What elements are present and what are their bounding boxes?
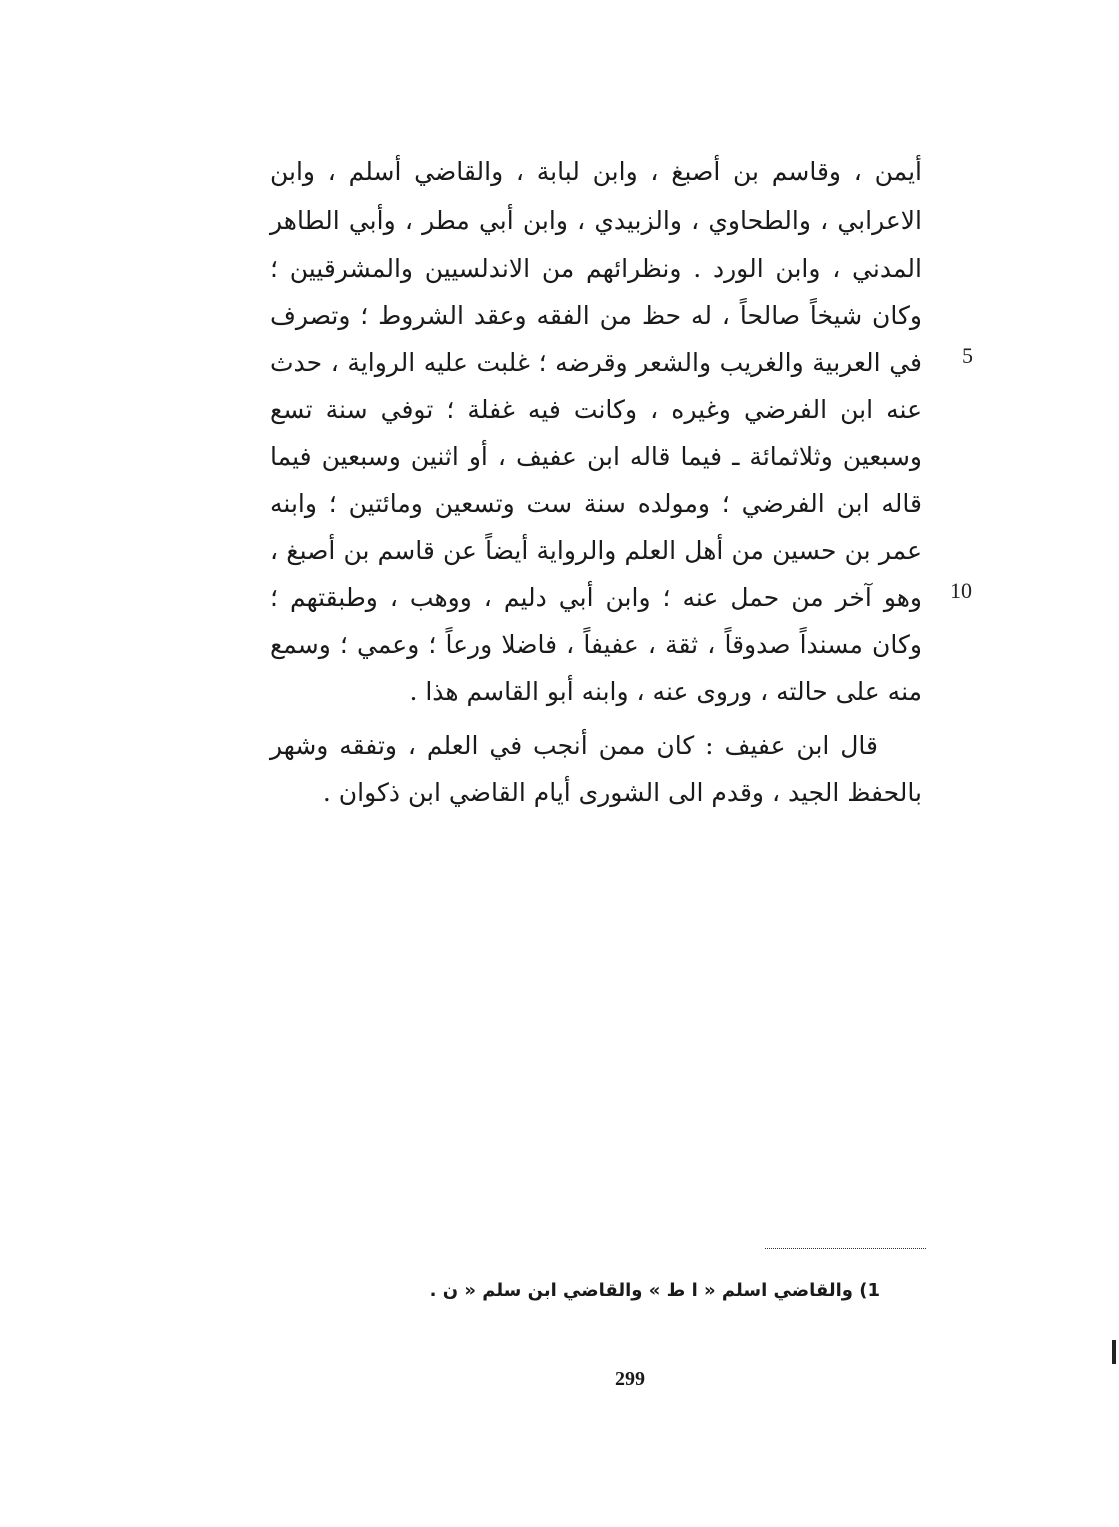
text-line-13: قال ابن عفيف : كان ممن أنجب في العلم ، وتفقه وشهر: [270, 731, 878, 760]
text-line-14: بالحفظ الجيد ، وقدم الى الشورى أيام القاضي ابن ذكوان .: [322, 778, 922, 807]
text-line-1: أيمن ، وقاسم بن أصبغ ، وابن لبابة ، والقاضي أسلم ، وابن: [270, 157, 922, 186]
footnote-separator: [765, 1248, 926, 1249]
text-line-6: عنه ابن الفرضي وغيره ، وكانت فيه غفلة ؛ توفي سنة تسع: [270, 395, 922, 424]
line-number-10: 10: [950, 578, 972, 603]
scan-edge-mark: [1112, 1340, 1116, 1364]
text-line-9: عمر بن حسين من أهل العلم والرواية أيضاً عن قاسم بن أصبغ ،: [270, 536, 922, 565]
text-line-8: قاله ابن الفرضي ؛ ومولده سنة ست وتسعين ومائتين ؛ وابنه: [270, 489, 922, 518]
text-line-3: المدني ، وابن الورد . ونظرائهم من الاندلسيين والمشرقيين ؛: [270, 254, 922, 283]
text-line-12: منه على حالته ، وروى عنه ، وابنه أبو القاسم هذا .: [409, 677, 922, 706]
page-number: 299: [615, 1368, 645, 1390]
text-line-7: وسبعين وثلاثمائة ـ فيما قاله ابن عفيف ، أو اثنين وسبعين فيما: [270, 442, 922, 471]
text-line-10: وهو آخر من حمل عنه ؛ وابن أبي دليم ، ووهب ، وطبقتهم ؛: [270, 583, 922, 612]
text-line-11: وكان مسنداً صدوقاً ، ثقة ، عفيفاً ، فاضلا ورعاً ؛ وعمي ؛ وسمع: [270, 630, 922, 659]
text-line-2: الاعرابي ، والطحاوي ، والزبيدي ، وابن أبي مطر ، وأبي الطاهر: [270, 206, 922, 235]
footnote: 1) والقاضي اسلم « ا ط » والقاضي ابن سلم « ن .: [429, 1280, 880, 1301]
line-number-5: 5: [962, 343, 973, 368]
text-line-5: في العربية والغريب والشعر وقرضه ؛ غلبت عليه الرواية ، حدث: [270, 348, 922, 377]
text-line-4: وكان شيخاً صالحاً ، له حظ من الفقه وعقد الشروط ؛ وتصرف: [270, 301, 922, 330]
